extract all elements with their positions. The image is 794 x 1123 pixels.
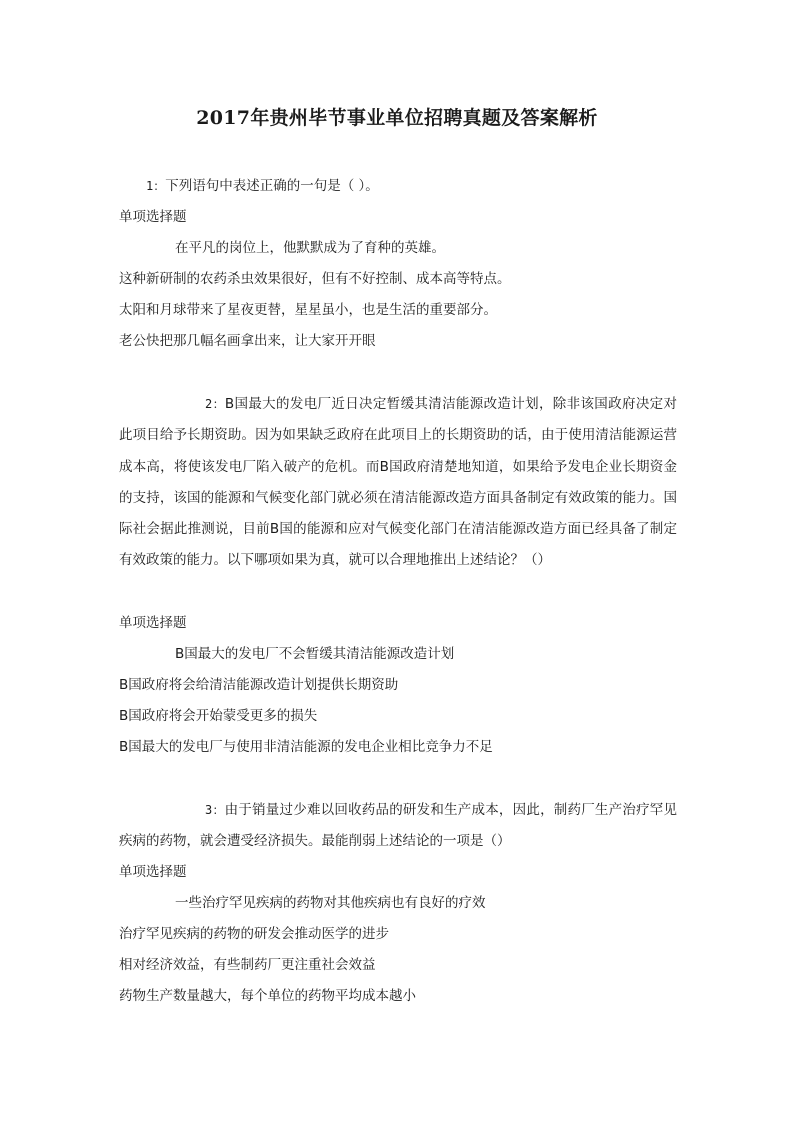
page-title: 2017年贵州毕节事业单位招聘真题及答案解析 (196, 107, 598, 129)
question-3-stem: 由于销量过少难以回收药品的研发和生产成本，因此，制药厂生产治疗罕见疾病的药物，就会遭受经济损失。最能削弱上述结论的一项是（） (119, 802, 677, 850)
question-3-option-a: 一些治疗罕见疾病的药物对其他疾病也有良好的疗效 (175, 895, 486, 911)
question-1-stem-line (146, 176, 379, 196)
question-3-stem-paragraph (119, 795, 677, 858)
question-2-option-c: B国政府将会开始蒙受更多的损失 (119, 708, 318, 724)
question-1-stem: 下列语句中表述正确的一句是（ ）。 (165, 178, 379, 194)
question-3-number: 3： (205, 803, 225, 817)
question-2-stem: B国最大的发电厂近日决定暂缓其清洁能源改造计划，除非该国政府决定对此项目给予长期资助。因为如果缺乏政府在此项目上的长期资助的话，由于使用清洁能源运营成本高，将使该发电厂陷入破产的危机。而B国政府清楚地知道，如果给予发电企业长期资金的支持，该国的能源和气候变化部门就必须在清洁能源改造方面具备制定有效政策的能力。国际社会据此推测说，目前B国的能源和应对气候变化部门在清洁能源改造方面已经具备了制定有效政策的能力。以下哪项如果为真，就可以合理地推出上述结论？（） (119, 396, 677, 569)
question-1-option-c: 太阳和月球带来了星夜更替，星星虽小，也是生活的重要部分。 (119, 302, 497, 318)
question-2-number: 2： (205, 397, 225, 411)
question-3-option-b: 治疗罕见疾病的药物的研发会推动医学的进步 (119, 926, 389, 942)
question-3-type: 单项选择题 (119, 864, 187, 880)
question-2-option-a: B国最大的发电厂不会暂缓其清洁能源改造计划 (175, 646, 455, 662)
question-1-number: 1： (146, 179, 166, 193)
question-3-option-c: 相对经济效益，有些制药厂更注重社会效益 (119, 957, 376, 973)
question-1-option-b: 这种新研制的农药杀虫效果很好，但有不好控制、成本高等特点。 (119, 271, 511, 287)
question-2-type: 单项选择题 (119, 615, 187, 631)
question-2-stem-paragraph (119, 389, 677, 577)
question-2-option-b: B国政府将会给清洁能源改造计划提供长期资助 (119, 677, 399, 693)
question-1-type: 单项选择题 (119, 209, 187, 225)
question-3-option-d: 药物生产数量越大，每个单位的药物平均成本越小 (119, 988, 416, 1004)
question-2-option-d: B国最大的发电厂与使用非清洁能源的发电企业相比竞争力不足 (119, 739, 493, 755)
question-1-option-a: 在平凡的岗位上，他默默成为了育种的英雄。 (175, 240, 445, 256)
question-1-option-d: 老公快把那几幅名画拿出来，让大家开开眼 (119, 333, 376, 349)
